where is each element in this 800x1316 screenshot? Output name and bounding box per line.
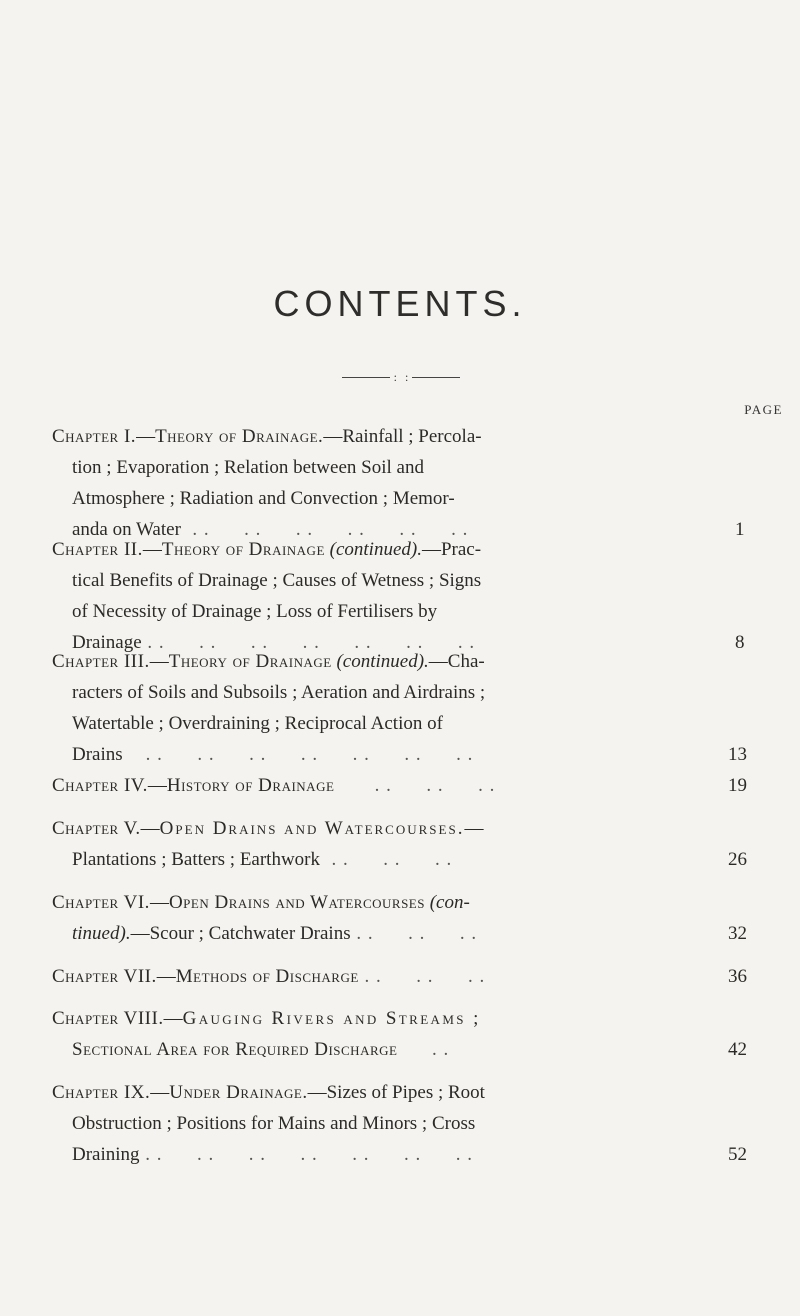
chapter-heading: Methods of Discharge <box>175 966 359 987</box>
dot-leader: . . . . . . . . . . . . . . <box>139 1144 474 1165</box>
chapter-heading: Theory of Drainage. <box>155 426 324 447</box>
toc-line: Chapter V.—Open Drains and Watercourses.— <box>52 818 484 839</box>
page-number: 52 <box>728 1144 747 1165</box>
toc-line <box>72 1142 473 1167</box>
toc-line: of Necessity of Drainage ; Loss of Fertilisers by <box>72 601 438 622</box>
chapter-heading: History of Drainage <box>166 775 335 796</box>
chapter-heading: Under Drainage. <box>169 1082 308 1103</box>
dot-leader: . . . . . . <box>350 923 478 944</box>
toc-line: Chapter VI.—Open Drains and Watercourses (con- <box>52 892 470 913</box>
page-title: CONTENTS. <box>273 283 527 324</box>
toc-line <box>72 1037 449 1062</box>
dot-leader: . . . . . . <box>358 966 486 987</box>
toc-line: Obstruction ; Positions for Mains and Minors ; Cross <box>72 1113 476 1134</box>
toc-line: Chapter VIII.—Gauging Rivers and Streams ; <box>52 1008 481 1029</box>
toc-line: Chapter III.—Theory of Drainage (continued).—Cha- <box>52 651 485 672</box>
dot-leader: . . <box>397 1039 450 1060</box>
toc-line-text: anda on Water <box>72 519 181 540</box>
chapter-note: (continued). <box>329 539 422 560</box>
title-ornament <box>342 371 460 383</box>
page-number: 19 <box>728 775 747 796</box>
page-number: 13 <box>728 744 747 765</box>
toc-line: tion ; Evaporation ; Relation between Soil and <box>72 457 424 478</box>
chapter-number: Chapter I. <box>52 426 137 447</box>
chapter-heading: Theory of Drainage <box>161 539 325 560</box>
toc-line: Chapter I.—Theory of Drainage.—Rainfall ; Percola- <box>52 426 482 447</box>
chapter-number: Chapter VIII. <box>52 1008 164 1029</box>
chapter-topics: Rainfall ; Percola- <box>342 426 482 447</box>
chapter-heading: Open Drains and Watercourses. <box>159 818 465 839</box>
dot-leader: . . . . . . . . . . . . . . <box>122 744 474 765</box>
page-number: 42 <box>728 1039 747 1060</box>
page-number: 26 <box>728 849 747 870</box>
toc-line: racters of Soils and Subsoils ; Aeration and Airdrains ; <box>72 682 486 703</box>
chapter-number: Chapter VII. <box>52 966 157 987</box>
toc-line-text: Drains <box>72 744 123 765</box>
chapter-number: Chapter IV. <box>52 775 148 796</box>
chapter-number: Chapter IX. <box>52 1082 151 1103</box>
toc-line-text: Plantations ; Batters ; Earthwork <box>72 849 321 870</box>
toc-line: tical Benefits of Drainage ; Causes of Wetness ; Signs <box>72 570 482 591</box>
page-number: 8 <box>735 632 745 653</box>
toc-line-text: Draining <box>72 1144 140 1165</box>
page-number: 36 <box>728 966 747 987</box>
dot-leader: . . . . . . <box>320 849 453 870</box>
chapter-note: (continued). <box>336 651 429 672</box>
toc-line: Chapter VII.—Methods of Discharge . . . . . . <box>52 966 486 987</box>
chapter-number: Chapter VI. <box>52 892 150 913</box>
chapter-heading: Gauging Rivers and Streams ; <box>182 1008 481 1029</box>
toc-line: tinued).—Scour ; Catchwater Drains . . . . . . <box>72 923 478 944</box>
toc-line-text: Scour ; Catchwater Drains <box>149 923 351 944</box>
toc-line: Watertable ; Overdraining ; Reciprocal Action of <box>72 713 443 734</box>
dot-leader: . . . . . . . . . . . . . . <box>141 632 476 653</box>
chapter-note: tinued). <box>72 923 131 944</box>
page-column-heading: PAGE <box>744 402 783 417</box>
chapter-number: Chapter II. <box>52 539 143 560</box>
toc-line <box>72 742 473 767</box>
dot-leader: . . . . . . <box>334 775 496 796</box>
chapter-topics: Cha- <box>447 651 485 672</box>
chapter-topics: Sizes of Pipes ; Root <box>326 1082 485 1103</box>
page-number: 1 <box>735 519 745 540</box>
toc-line: Atmosphere ; Radiation and Convection ; Memor- <box>72 488 455 509</box>
chapter-number: Chapter V. <box>52 818 141 839</box>
toc-line-text: Drainage <box>72 632 142 653</box>
toc-line: Chapter II.—Theory of Drainage (continued).—Prac- <box>52 539 482 560</box>
ornament-colons: : <box>393 370 397 384</box>
page-number: 32 <box>728 923 747 944</box>
toc-line: Chapter IX.—Under Drainage.—Sizes of Pipes ; Root <box>52 1082 485 1103</box>
chapter-note: (con- <box>429 892 470 913</box>
ornament-rule-left <box>342 377 390 378</box>
chapter-heading: Open Drains and Watercourses <box>168 892 425 913</box>
chapter-topics: Prac- <box>440 539 482 560</box>
chapter-heading-continued: Sectional Area for Required Discharge <box>72 1039 398 1060</box>
toc-line: Chapter IV.—History of Drainage . . . . . . <box>52 775 496 796</box>
toc-line <box>72 847 452 872</box>
ornament-colons-second: : <box>405 370 409 384</box>
ornament-rule-right <box>412 377 460 378</box>
dot-leader: . . . . . . . . . . . . <box>180 519 469 540</box>
chapter-number: Chapter III. <box>52 651 150 672</box>
chapter-heading: Theory of Drainage <box>168 651 332 672</box>
